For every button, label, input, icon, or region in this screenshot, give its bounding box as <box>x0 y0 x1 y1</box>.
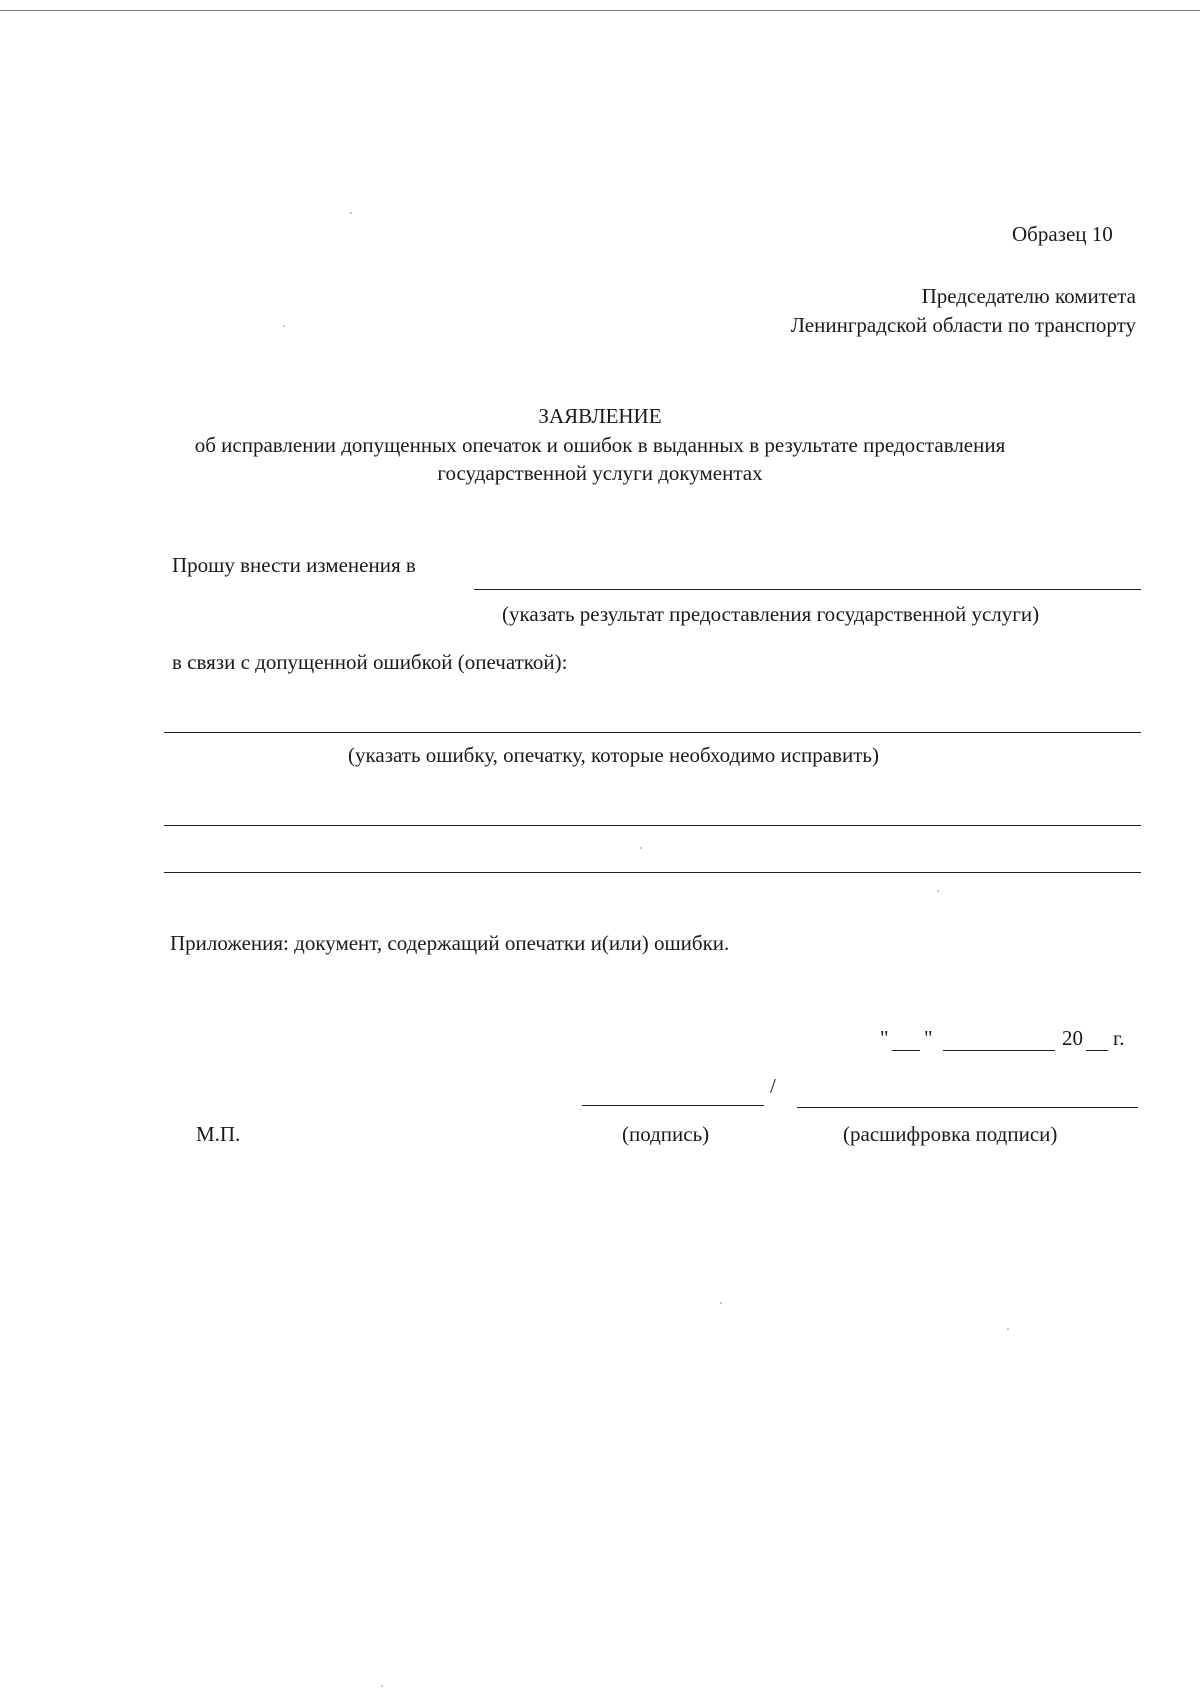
scan-edge-line <box>0 10 1200 11</box>
document-subtitle-line-1: об исправлении допущенных опечаток и ошибок в выданных в результате предоставления <box>194 433 1006 457</box>
error-hint: (указать ошибку, опечатку, которые необходимо исправить) <box>348 743 879 767</box>
scan-speck <box>381 1685 383 1687</box>
date-year-field-line[interactable] <box>1086 1050 1108 1051</box>
date-year-suffix: г. <box>1113 1026 1125 1050</box>
scan-speck <box>937 890 939 892</box>
sample-label: Образец 10 <box>1012 222 1113 246</box>
document-subtitle-line-2: государственной услуги документах <box>437 461 763 485</box>
scan-speck <box>640 847 642 849</box>
document-title: ЗАЯВЛЕНИЕ <box>538 404 662 428</box>
signature-decoding-field-line[interactable] <box>797 1107 1138 1108</box>
reason-label: в связи с допущенной ошибкой (опечаткой): <box>172 650 568 674</box>
attachments-text: Приложения: документ, содержащий опечатки и(или) ошибки. <box>170 931 730 955</box>
date-month-field-line[interactable] <box>943 1050 1055 1051</box>
date-year-prefix: 20 <box>1062 1026 1083 1050</box>
scan-speck <box>720 1302 722 1304</box>
error-field-line[interactable] <box>164 732 1141 733</box>
scan-speck <box>283 325 285 327</box>
stamp-label: М.П. <box>196 1122 241 1146</box>
error-extra-line-2[interactable] <box>164 872 1141 873</box>
date-day-field-line[interactable] <box>892 1050 920 1051</box>
scan-speck <box>350 212 352 214</box>
request-result-field-line[interactable] <box>474 589 1141 590</box>
signature-hint: (подпись) <box>622 1122 710 1146</box>
scan-speck <box>1007 1328 1009 1330</box>
date-close-quote: " <box>924 1026 933 1050</box>
signature-decoding-hint: (расшифровка подписи) <box>843 1122 1058 1146</box>
addressee-line-1: Председателю комитета <box>921 284 1136 308</box>
request-label: Прошу внести изменения в <box>172 553 416 577</box>
date-open-quote: " <box>880 1026 889 1050</box>
request-result-hint: (указать результат предоставления государственной услуги) <box>502 602 1040 626</box>
signature-separator: / <box>770 1074 776 1098</box>
signature-field-line[interactable] <box>582 1105 764 1106</box>
addressee-line-2: Ленинградской области по транспорту <box>790 313 1136 337</box>
error-extra-line-1[interactable] <box>164 825 1141 826</box>
